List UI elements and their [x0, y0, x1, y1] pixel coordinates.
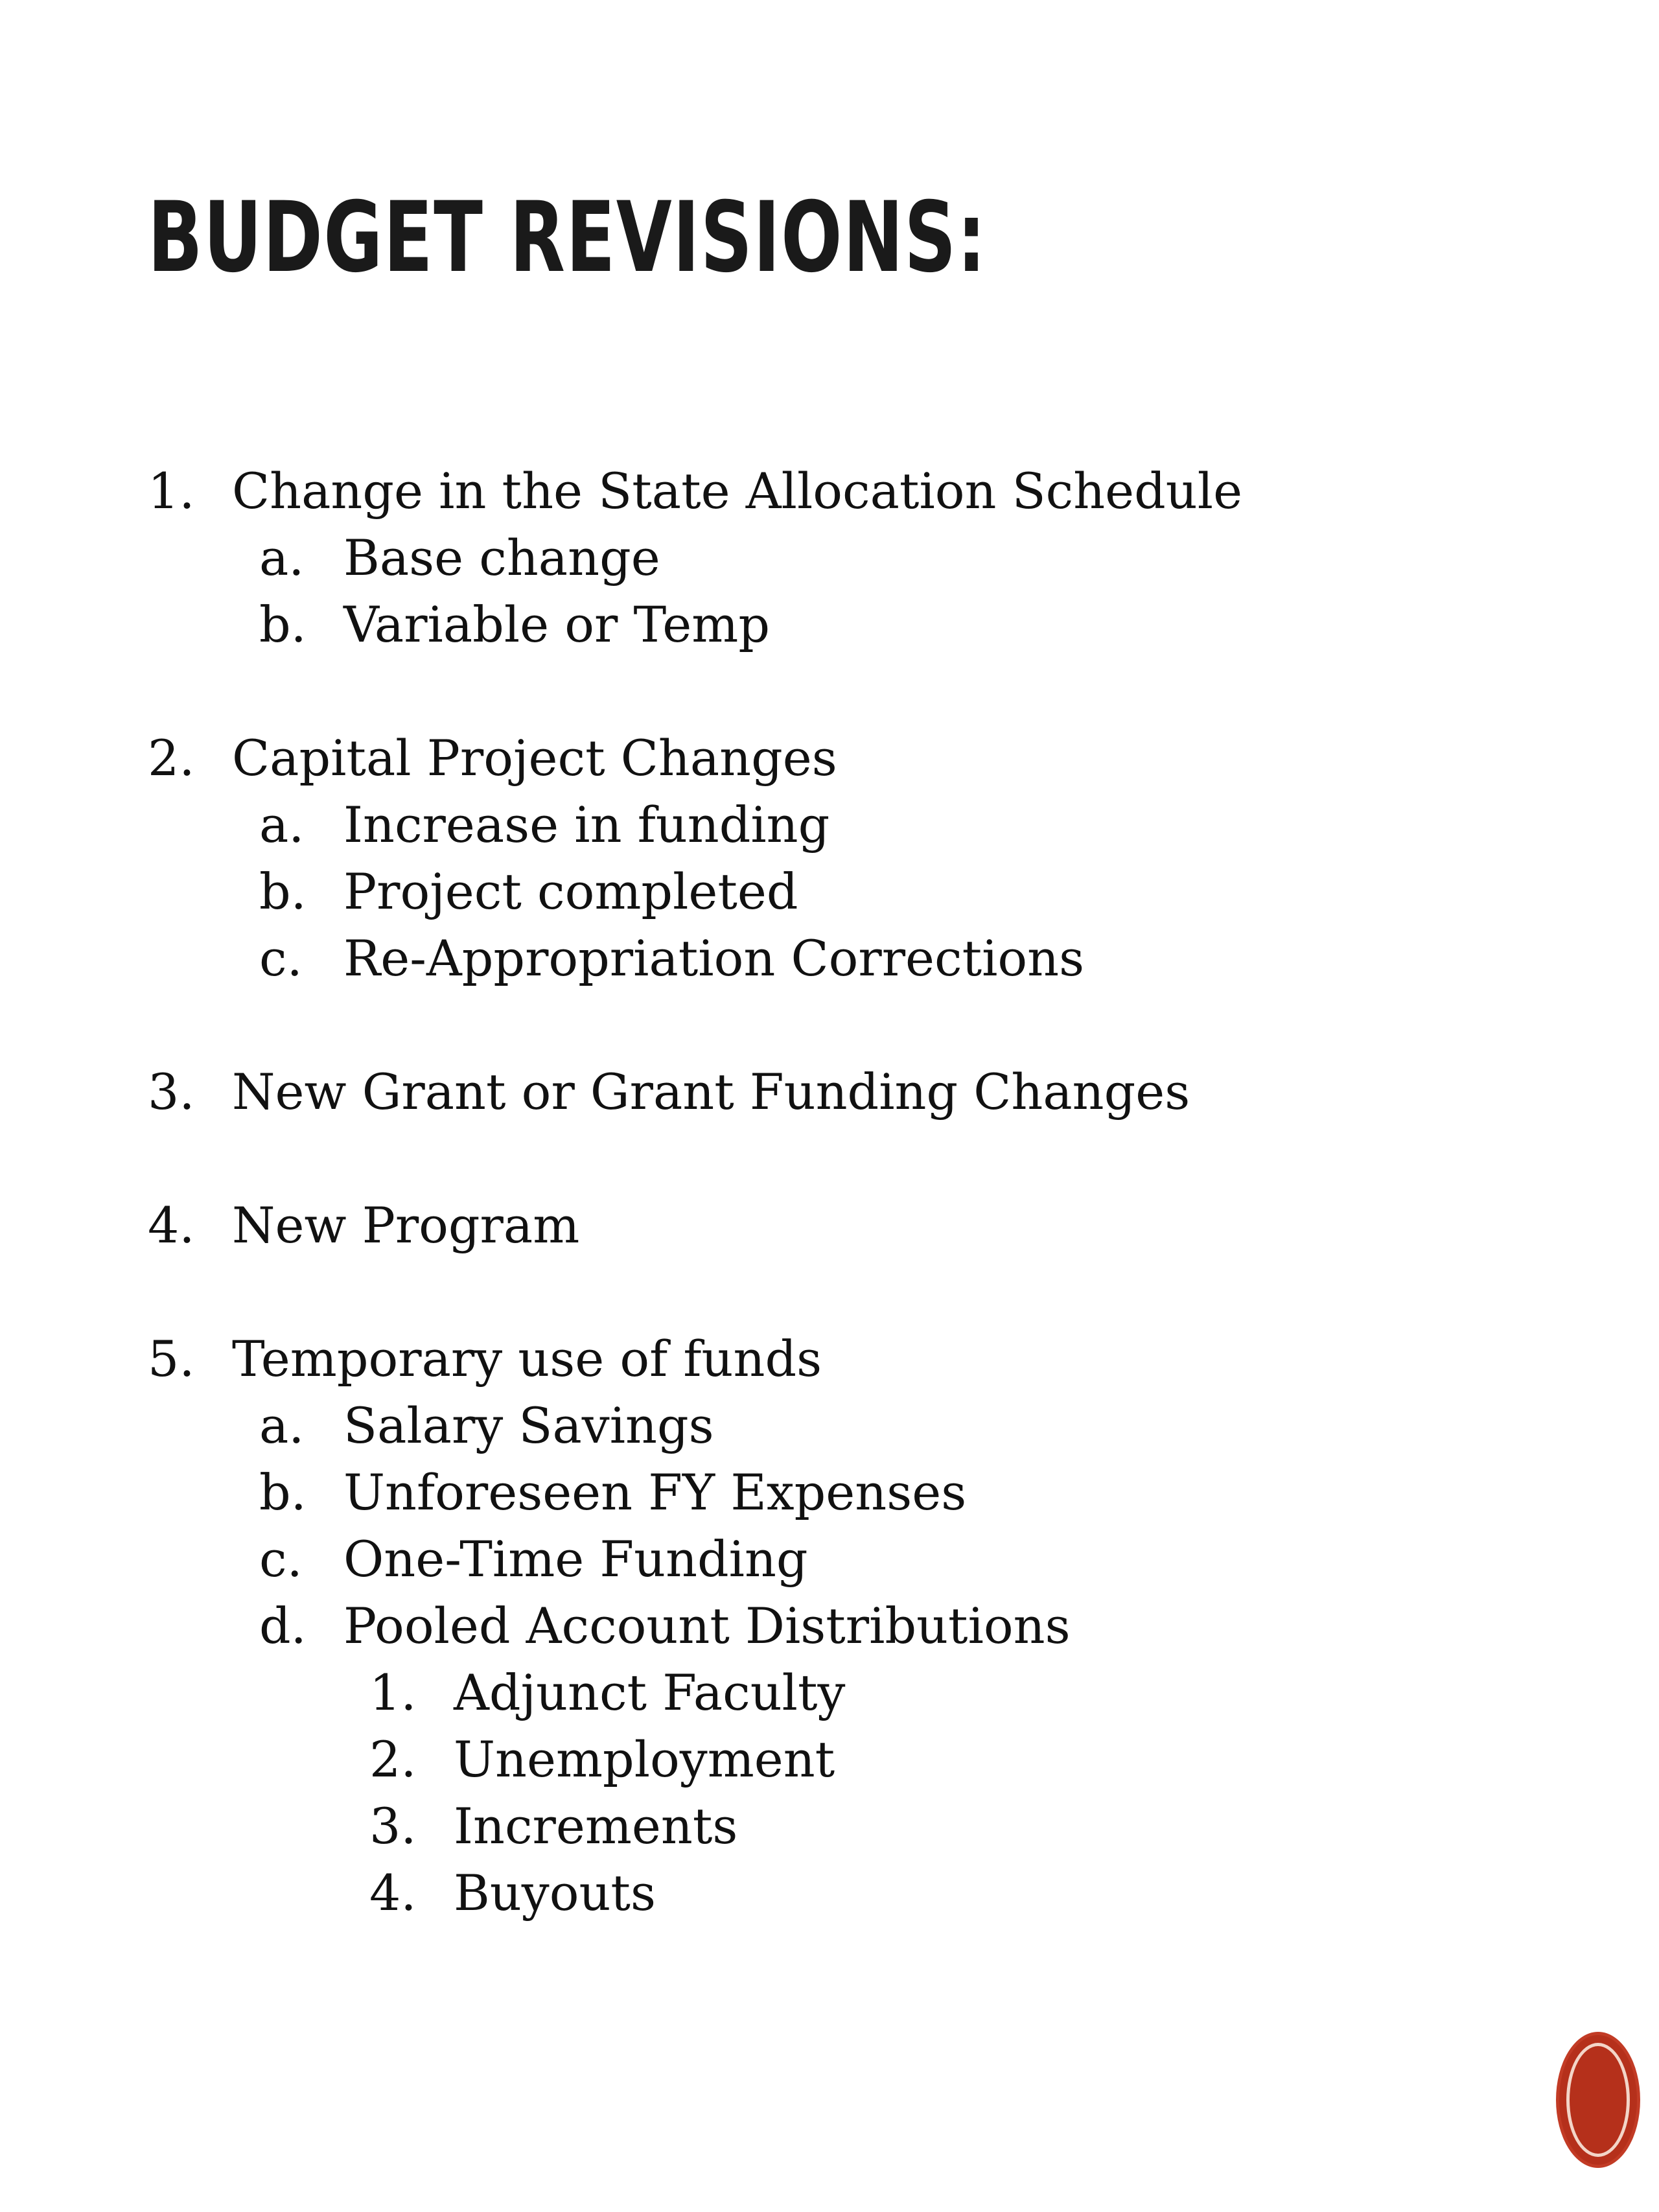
list-item — [148, 1459, 1242, 1526]
item-text: New Program — [232, 1196, 580, 1254]
item-text: Salary Savings — [343, 1397, 714, 1454]
item-text: Adjunct Faculty — [454, 1664, 846, 1721]
item-marker: 5. — [148, 1330, 195, 1388]
item-text: Buyouts — [454, 1864, 656, 1922]
item-marker: a. — [259, 529, 305, 587]
list-item — [148, 1526, 1242, 1592]
item-marker: b. — [259, 596, 307, 653]
slide-title: BUDGET REVISIONS: — [148, 181, 987, 294]
item-marker: 4. — [369, 1864, 417, 1922]
list-item — [148, 1392, 1242, 1459]
item-text: Increase in funding — [343, 796, 830, 854]
list-item — [148, 458, 1242, 524]
list-item — [148, 925, 1242, 992]
item-text: Pooled Account Distributions — [343, 1597, 1071, 1655]
item-text: Increments — [454, 1797, 738, 1855]
list-item — [148, 591, 1242, 658]
item-marker: a. — [259, 1397, 305, 1454]
item-text: Variable or Temp — [343, 596, 770, 653]
spacer — [148, 658, 1242, 725]
list-item — [148, 1325, 1242, 1392]
item-marker: c. — [259, 929, 303, 987]
item-text: Temporary use of funds — [232, 1330, 822, 1388]
item-marker: 4. — [148, 1196, 195, 1254]
list-item — [148, 1859, 1242, 1926]
item-marker: 2. — [369, 1730, 417, 1788]
item-text: Change in the State Allocation Schedule — [232, 462, 1243, 520]
item-text: Base change — [343, 529, 660, 587]
list-item — [148, 725, 1242, 791]
spacer — [148, 1259, 1242, 1325]
outline-list — [148, 458, 1242, 1926]
list-item — [148, 1058, 1242, 1125]
item-text: Project completed — [343, 863, 798, 920]
item-text: Capital Project Changes — [232, 729, 837, 787]
decorative-oval-icon — [1559, 2035, 1637, 2165]
item-marker: 3. — [369, 1797, 417, 1855]
item-text: Unemployment — [454, 1730, 835, 1788]
item-marker: a. — [259, 796, 305, 854]
item-marker: 2. — [148, 729, 195, 787]
spacer — [148, 1125, 1242, 1192]
item-text: Unforeseen FY Expenses — [343, 1463, 967, 1521]
list-item — [148, 1192, 1242, 1259]
item-marker: 3. — [148, 1063, 195, 1121]
item-marker: b. — [259, 1463, 307, 1521]
list-item — [148, 1659, 1242, 1726]
spacer — [148, 992, 1242, 1058]
item-marker: d. — [259, 1597, 307, 1655]
item-marker: c. — [259, 1530, 303, 1588]
item-text: One-Time Funding — [343, 1530, 808, 1588]
list-item — [148, 1726, 1242, 1793]
item-text: New Grant or Grant Funding Changes — [232, 1063, 1190, 1121]
item-marker: 1. — [148, 462, 195, 520]
list-item — [148, 1592, 1242, 1659]
list-item — [148, 524, 1242, 591]
list-item — [148, 1793, 1242, 1859]
list-item — [148, 791, 1242, 858]
list-item — [148, 858, 1242, 925]
item-text: Re-Appropriation Corrections — [343, 929, 1085, 987]
item-marker: b. — [259, 863, 307, 920]
item-marker: 1. — [369, 1664, 417, 1721]
